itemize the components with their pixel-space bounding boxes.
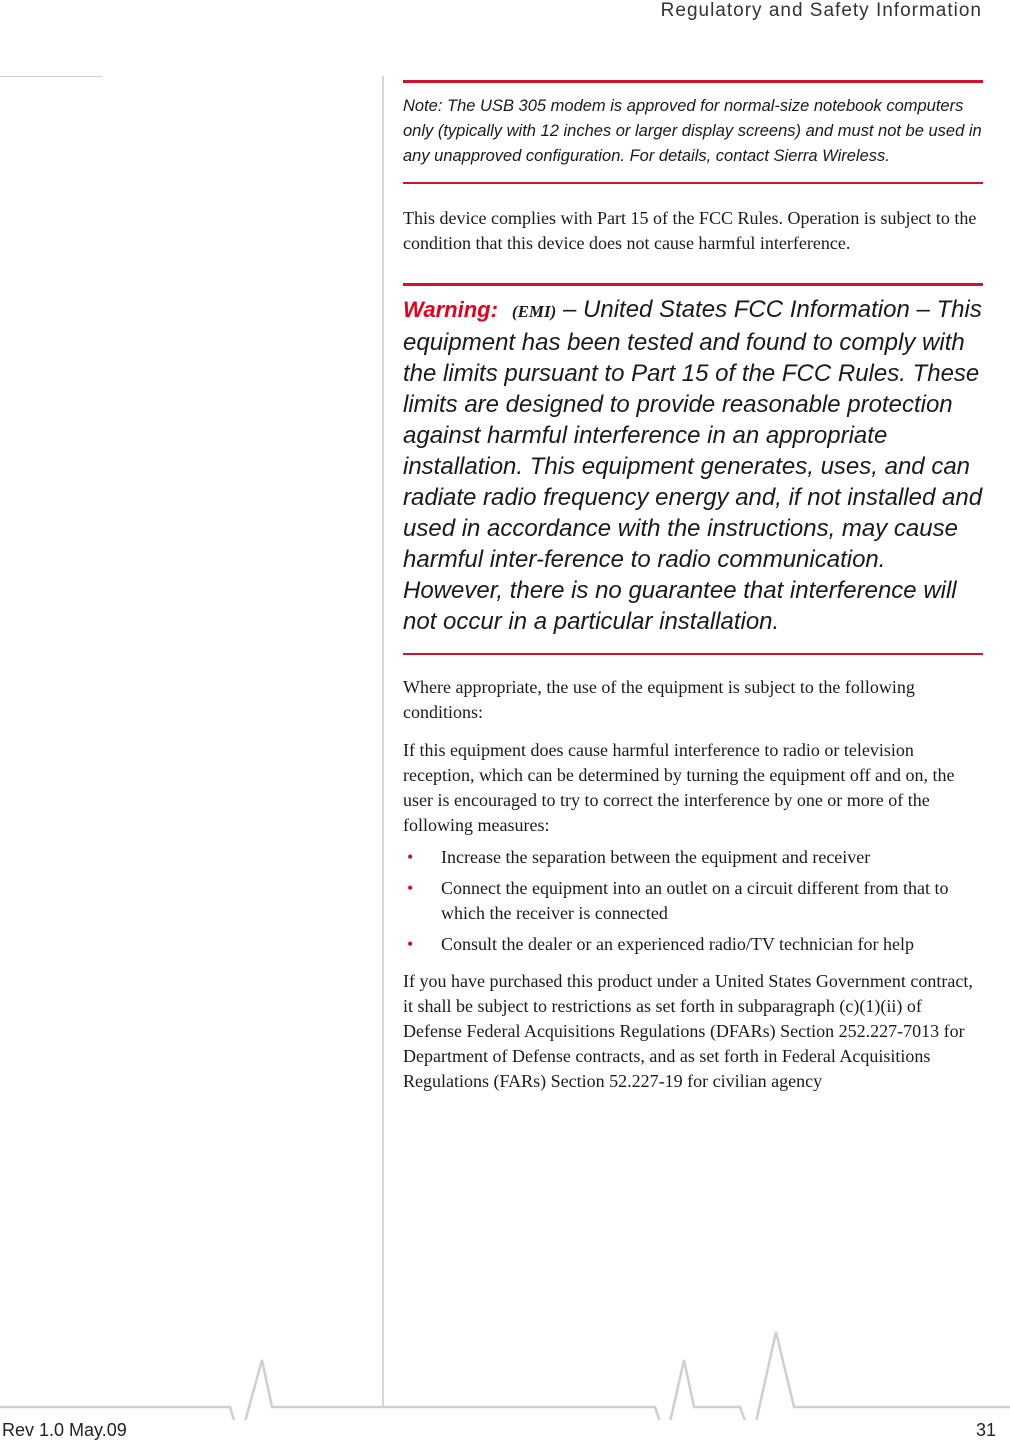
bullet-icon: • [407, 878, 414, 898]
vertical-margin-rule [382, 76, 384, 1406]
warning-block [403, 286, 983, 653]
running-header: Regulatory and Safety Information [660, 0, 982, 21]
list-item [403, 876, 983, 926]
footer-page-number: 31 [975, 1420, 996, 1440]
footer-revision: Rev 1.0 May.09 [2, 1420, 127, 1440]
list-item [403, 845, 983, 870]
bullet-icon: • [407, 847, 414, 867]
heartbeat-trace [0, 1332, 1010, 1420]
warning-bottom-rule [403, 653, 983, 655]
list-item-text: Consult the dealer or an experienced radio/TV technician for help [441, 934, 914, 954]
government-paragraph: If you have purchased this product under a United States Government contract, it shall be subject to restrictions as set forth in subparagraph (c)(1)(ii) of Defense Federal Acquisitions Regulations (DFARs) Section 252.227-7013 for Department of Defense contracts, and as set forth in Federal Acquisitions Regulations (FARs) Section 52.227-19 for civilian agency [403, 971, 973, 1091]
list-item-text: Increase the separation between the equipment and receiver [441, 847, 871, 867]
measures-paragraph: If this equipment does cause harmful interference to radio or television reception, which can be determined by turning the equipment off and on, the user is encouraged to try to correct the interference by one or more of the following measures: [403, 740, 955, 835]
bullet-icon: • [407, 934, 414, 954]
warning-paragraph [403, 294, 983, 637]
top-left-rule [0, 76, 102, 77]
conditions-paragraph: Where appropriate, the use of the equipment is subject to the following conditions: [403, 677, 915, 722]
warning-text: – United States FCC Information – This equipment has been tested and found to comply with the limits pursuant to Part 15 of the FCC Rules. These limits are designed to provide reasonable protection against harmful interference in an appropriate installation. This equipment generates, uses, and can radiate radio frequency energy and, if not installed and used in accordance with the instructions, may cause harmful inter-ference to radio communication. However, there is no guarantee that interference will not occur in a particular installation. [403, 296, 983, 635]
list-item [403, 932, 983, 957]
warning-emi-tag: (EMI) [511, 302, 557, 321]
measures-list [403, 845, 983, 957]
fcc-part15-paragraph: This device complies with Part 15 of the FCC Rules. Operation is subject to the condition that this device does not cause harmful interference. [403, 208, 977, 253]
heartbeat-line-graphic [0, 1320, 1010, 1420]
list-item-text: Connect the equipment into an outlet on a circuit different from that to which the receiver is connected [441, 878, 949, 923]
note-bottom-rule [403, 182, 983, 184]
note-block: Note: The USB 305 modem is approved for normal-size notebook computers only (typically with 12 inches or larger display screens) and must not be used in any unapproved configuration. For details, contact Sierra Wireless. [403, 97, 982, 165]
warning-label: Warning: [403, 297, 498, 322]
main-content [403, 80, 983, 1094]
